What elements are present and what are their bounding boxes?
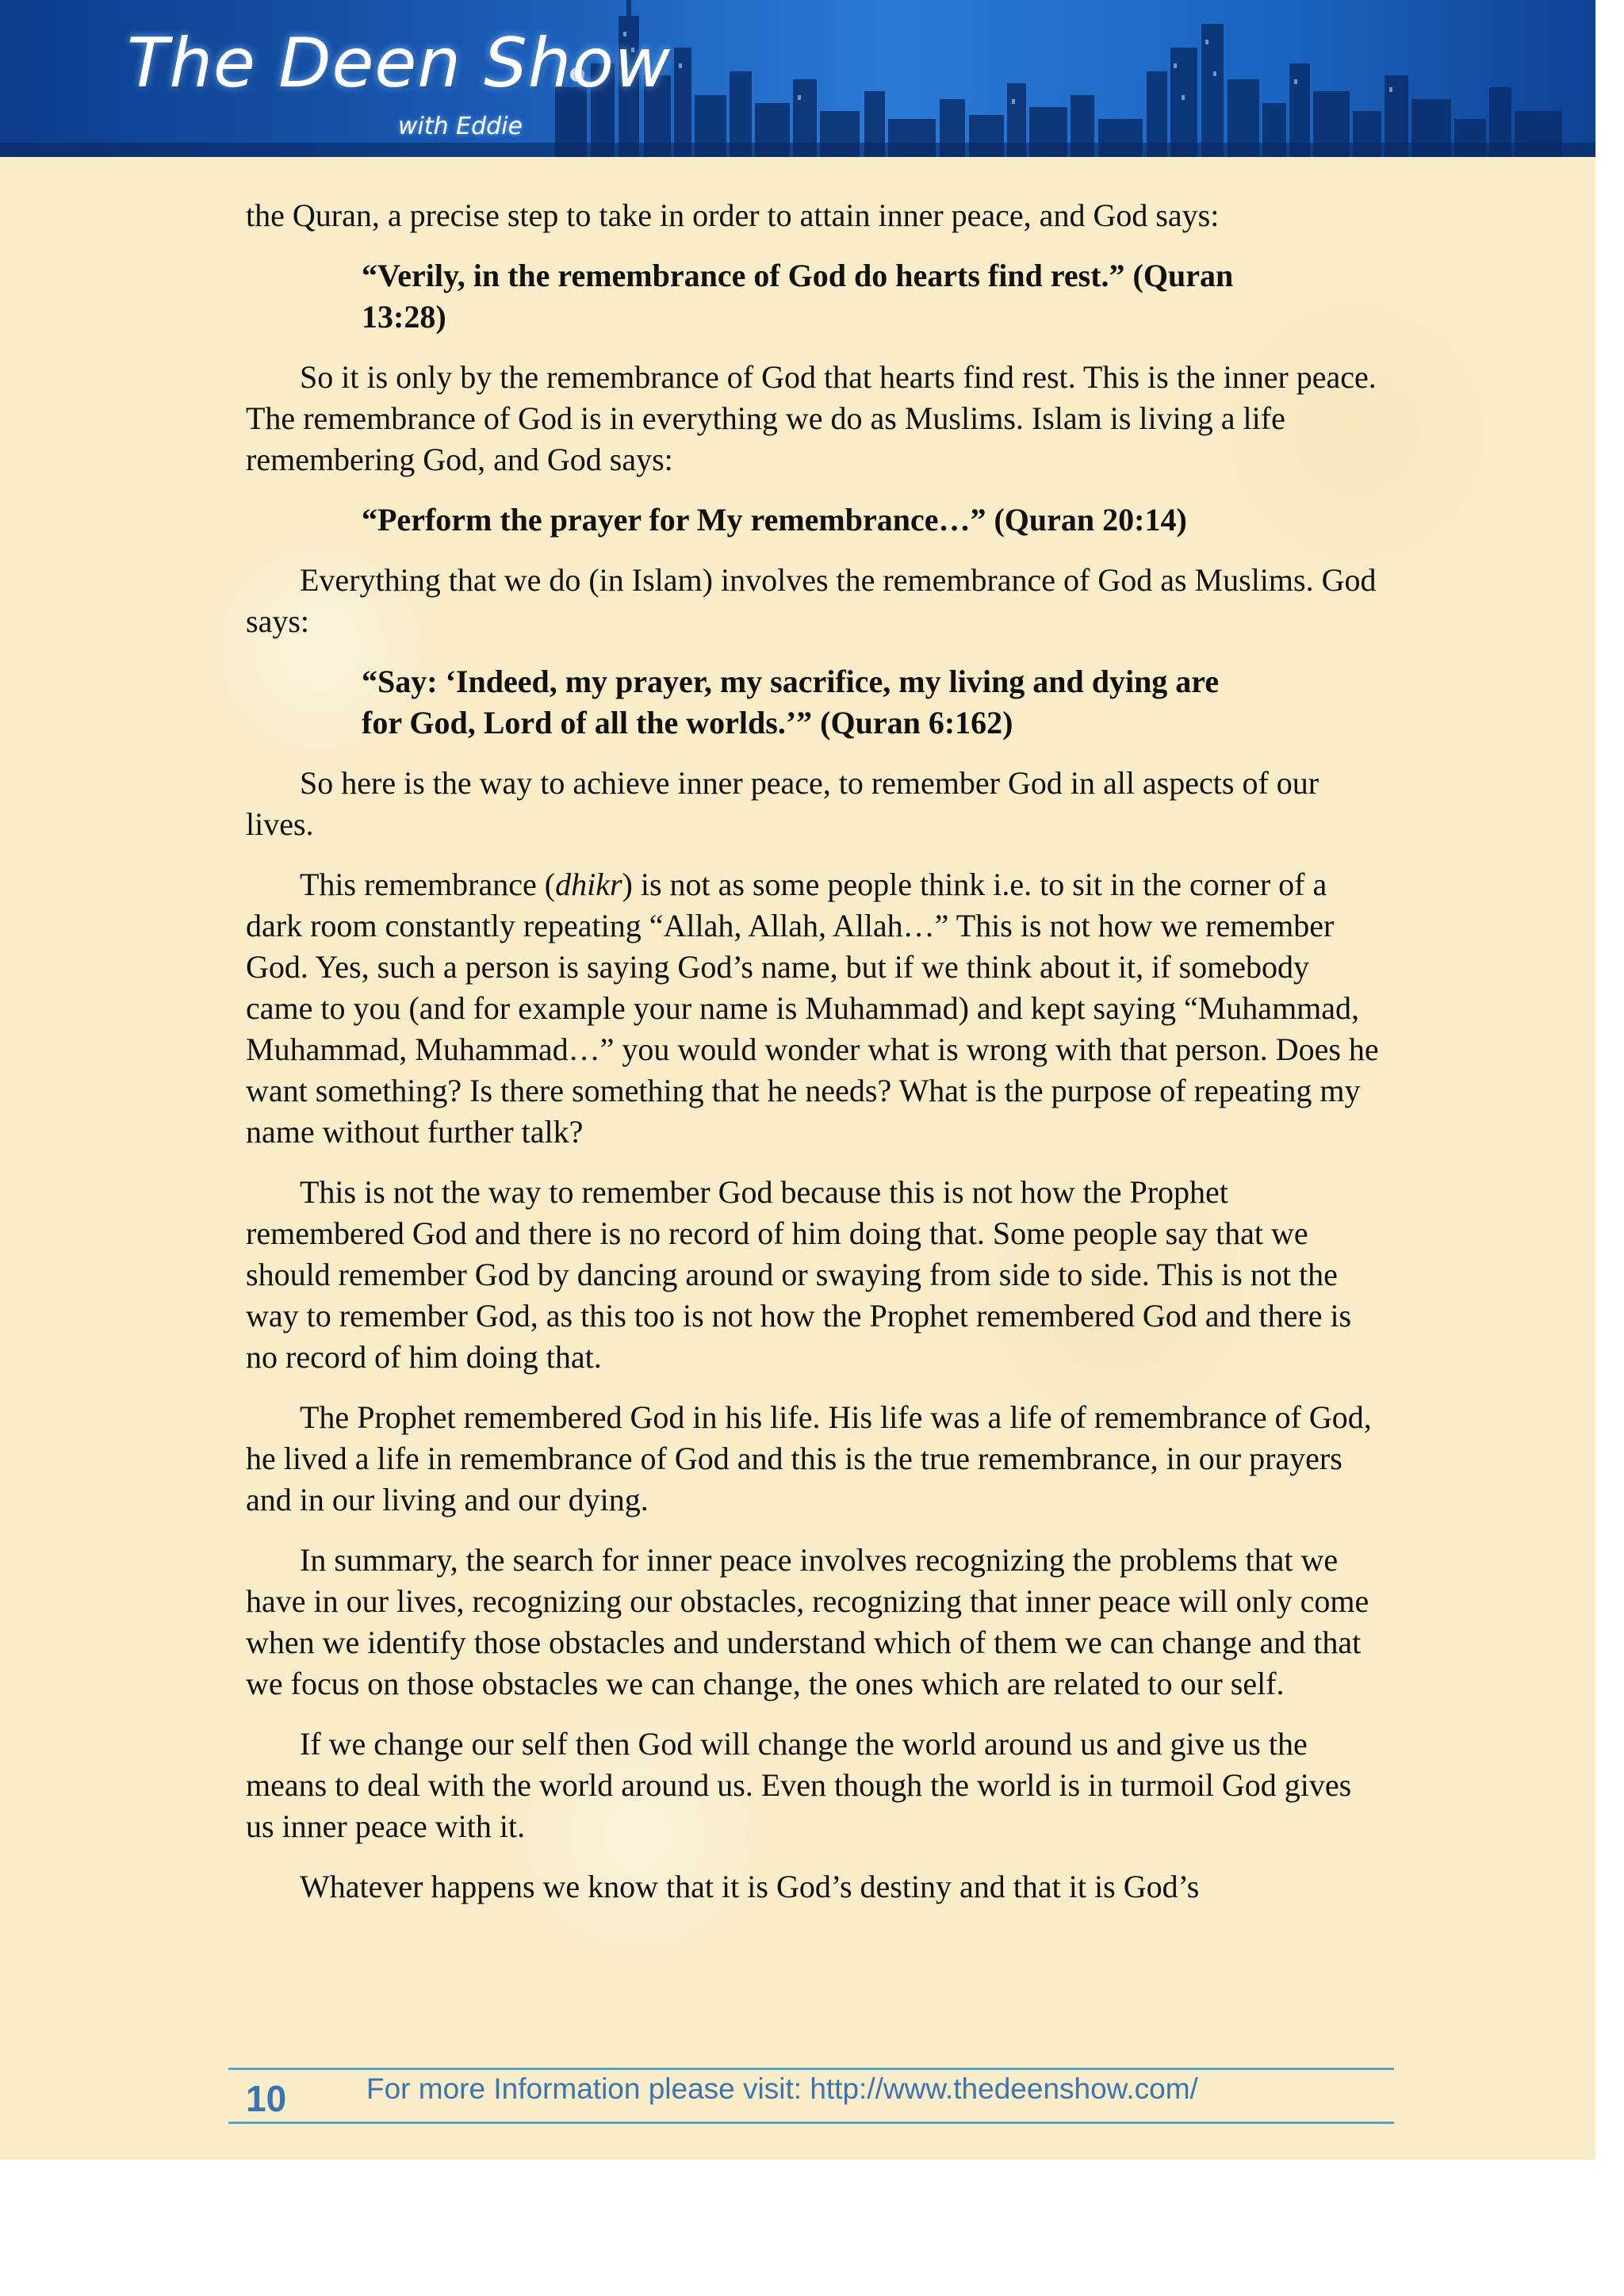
- brand-logo-title: The Deen Show: [127, 24, 672, 103]
- paragraph: This is not the way to remember God because this is not how the Prophet remembered God and there is no record of him doing that. Some people say that we should remember God by dancing around or swaying from side to side. This is not the way to remember God, as this too is not how the Prophet remembered God and there is no record of him doing that.: [246, 1174, 1352, 1375]
- header-banner: [0, 0, 1595, 157]
- paragraph: Everything that we do (in Islam) involves the remembrance of God as Muslims. God says:: [246, 562, 1377, 639]
- quran-quote: “Perform the prayer for My remembrance…” (Quran 20:14): [362, 502, 1187, 538]
- paragraph: So here is the way to achieve inner peace, to remember God in all aspects of our lives.: [246, 765, 1320, 842]
- footer-divider-top: [228, 2068, 1394, 2070]
- page-number: 10: [246, 2078, 287, 2119]
- paragraph: the Quran, a precise step to take in order to attain inner peace, and God says:: [246, 197, 1220, 233]
- paragraph: In summary, the search for inner peace involves recognizing the problems that we have in our lives, recognizing our obstacles, recognizing that inner peace will only come when we identify those obstacles and understand which of them we can change and that we focus on those obstacles we can change, the ones which are related to our self.: [246, 1542, 1369, 1701]
- paragraph: If we change our self then God will change the world around us and give us the means to deal with the world around us. Even though the world is in turmoil God gives us inner peace with it.: [246, 1726, 1352, 1844]
- italic-term: dhikr: [555, 867, 622, 902]
- paragraph-text: This remembrance (: [300, 867, 556, 902]
- brand-logo-subtitle: with Eddie: [398, 113, 523, 140]
- footer-divider-bottom: [228, 2122, 1394, 2124]
- footer-website-link[interactable]: For more Information please visit: http://www.thedeenshow.com/: [366, 2072, 1198, 2105]
- paragraph: The Prophet remembered God in his life. His life was a life of remembrance of God, he lived a life in remembrance of God and this is the true remembrance, in our prayers and in our living and our dying.: [246, 1399, 1372, 1517]
- quran-quote: “Say: ‘Indeed, my prayer, my sacrifice, my living and dying are for God, Lord of all the worlds.’” (Quran 6:162): [362, 664, 1220, 740]
- paragraph-text: ) is not as some people think i.e. to sit in the corner of a dark room constantly repeating “Allah, Allah, Allah…” This is not how we remember God. Yes, such a person is saying God’s name, but if we think about it, if somebody came to you (and for example your name is Muhammad) and kept saying “Muhammad, Muhammad, Muhammad…” you would wonder what is wrong with that person. Does he want something? Is there something that he needs? What is the purpose of repeating my name without further talk?: [246, 867, 1379, 1150]
- quran-quote: “Verily, in the remembrance of God do hearts find rest.” (Quran 13:28): [362, 258, 1234, 335]
- document-body: [246, 195, 1380, 1927]
- paragraph: Whatever happens we know that it is God’s destiny and that it is God’s: [300, 1869, 1200, 1904]
- paragraph: So it is only by the remembrance of God that hearts find rest. This is the inner peace. The remembrance of God is in everything we do as Muslims. Islam is living a life remembering God, and God says:: [246, 359, 1377, 477]
- paragraph: [246, 864, 1380, 1153]
